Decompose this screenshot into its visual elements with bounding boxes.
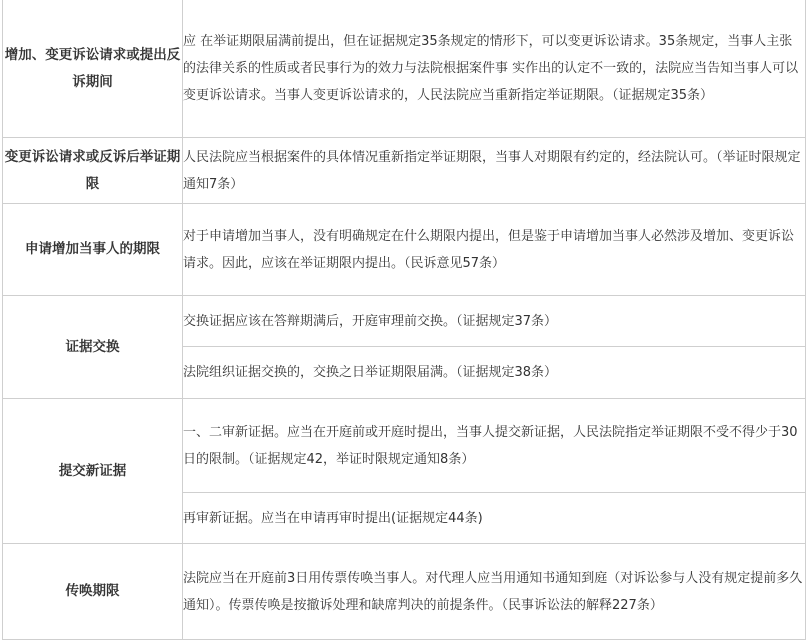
row-topic: 传唤期限 [65,583,120,599]
row-topic: 增加、变更诉讼请求或提出反诉期间 [4,46,181,90]
row-content-cell [183,493,806,544]
row-topic-cell [3,0,183,138]
content-text: 对于申请增加当事人，没有明确规定在什么期限内提出，但是鉴于申请增加当事人必然涉及增加、变更诉讼请求。因此，应该在举证期限内提出。 [183,228,795,271]
row-content-cell [183,0,806,138]
law-deadline-table [2,0,806,640]
content-text: 一、二审新证据。应当在开庭前或开庭时提出，当事人提交新证据，人民法院指定举证期限不受不得少于30日的限制。 [183,424,798,467]
row-content-cell [183,347,806,399]
content-text: 应 在举证期限届满前提出，但在证据规定35条规定的情形下，可以变更诉讼请求。35条规定，当事人主张的法律关系的性质或者民事行为的效力与法院根据案件事 实作出的认定不一致的，法院应当告知当事人可以变更诉讼请求。当事人变更诉讼请求的，人民法院应当重新指定举证期限。 [183,34,799,103]
row-topic: 申请增加当事人的期限 [25,241,160,257]
row-topic-cell [3,296,183,399]
row-content [183,359,805,386]
table-row [3,204,806,296]
row-content [183,419,805,473]
citation: （证据规定35条） [612,88,714,103]
row-content [183,505,805,532]
row-topic: 提交新证据 [58,462,127,479]
row-topic-cell [3,138,183,204]
content-text: 再审新证据。应当在申请再审时提出 [183,510,392,526]
content-text: 交换证据应该在答辩期满后，开庭审理前交换。 [183,313,457,329]
row-content [183,28,805,109]
table-row [3,0,806,138]
row-topic: 证据交换 [65,338,120,355]
table-row [3,544,806,640]
row-content-cell [183,296,806,347]
citation: （证据规定42，举证时限规定通知8条） [248,451,475,467]
content-text: 人民法院应当根据案件的具体情况重新指定举证期限，当事人对期限有约定的，经法院认可。 [183,149,717,165]
table-row [3,399,806,493]
row-topic-cell [3,204,183,296]
content-text: 法院应当在开庭前3日用传票传唤当事人。对代理人应当用通知书通知到庭（对诉讼参与人没有规定提前多久通知）。传票传唤是按撤诉处理和缺席判决的前提条件。 [183,570,803,613]
row-content-cell [183,138,806,204]
row-content-cell [183,399,806,493]
citation: （民事诉讼法的解释227条） [501,597,663,613]
row-content [183,144,805,198]
row-content [183,223,805,277]
table-row [3,296,806,347]
row-content-cell [183,544,806,640]
row-topic-cell [3,544,183,640]
citation: （证据规定37条） [456,313,558,329]
row-content [183,308,805,335]
row-content-cell [183,204,806,296]
row-content [183,565,805,619]
citation: （证据规定38条） [456,365,558,380]
row-topic: 变更诉讼请求或反诉后举证期限 [4,148,181,192]
table-row [3,138,806,204]
citation: （民诉意见57条） [404,255,506,271]
row-topic-cell [3,399,183,544]
citation: （举证时限规定通知7条） [183,149,801,192]
content-text: 法院组织证据交换的，交换之日举证期限届满。 [183,365,457,380]
citation: (证据规定44条) [391,510,483,526]
